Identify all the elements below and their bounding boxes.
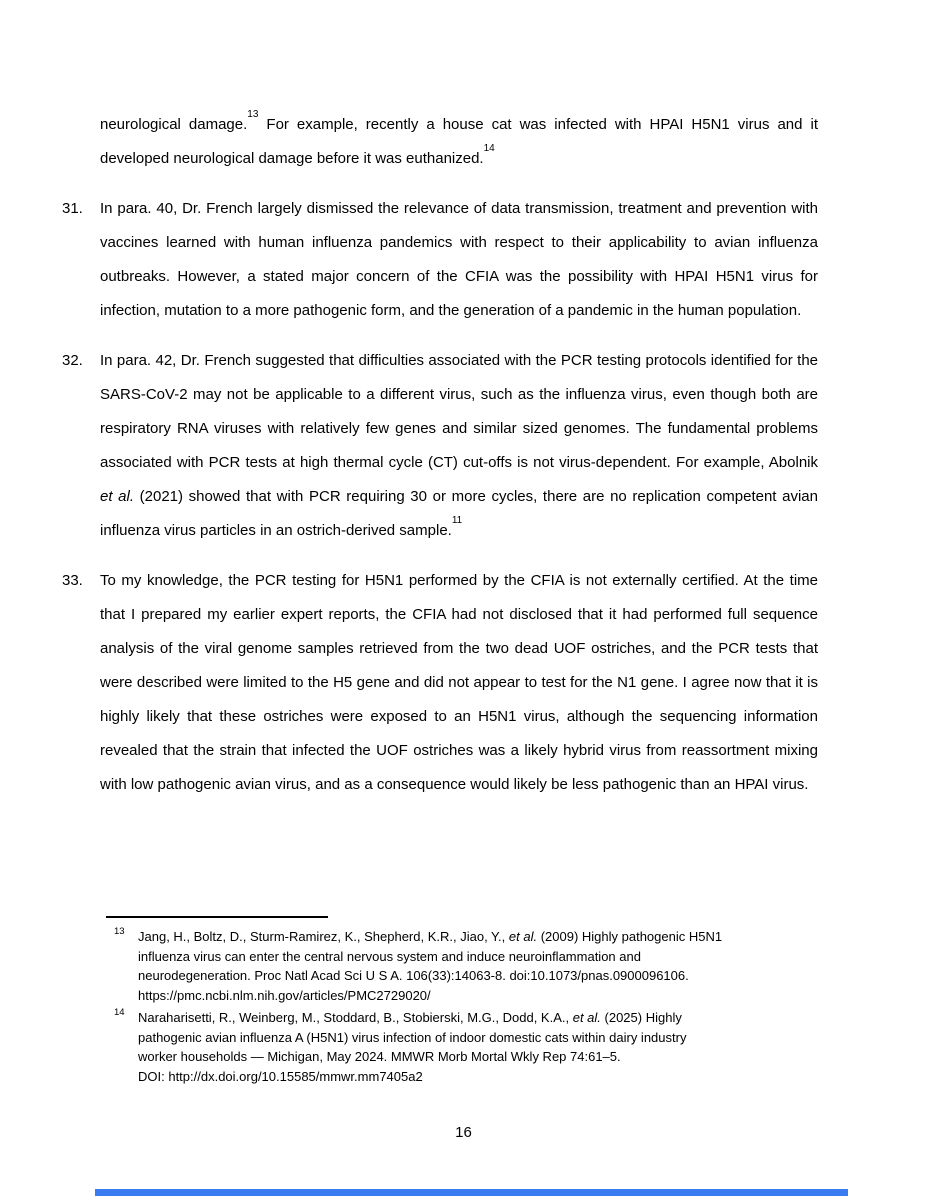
footnote-marker: 14 [114,1007,125,1018]
paragraph-number: 33. [62,572,83,589]
paragraph-number: 32. [62,352,83,369]
numbered-paragraph-33 [62,564,818,802]
latin-phrase: et al. [572,1010,601,1025]
footnote-reference-11: 11 [451,515,463,526]
footnote-line: influenza virus can enter the central nervous system and induce neuroinflammation and [138,948,641,964]
footnote-area [100,916,820,1089]
numbered-paragraph-31 [62,192,818,328]
footnote-reference-14: 14 [483,143,495,154]
footnote-url: https://pmc.ncbi.nlm.nih.gov/articles/PMC2729020/ [138,987,431,1003]
footnote-separator [106,916,328,918]
page-number: 16 [455,1124,472,1141]
document-body [62,108,818,818]
latin-phrase: et al. [100,488,134,505]
paragraph-text: For example, recently a house cat was infected with HPAI H5N1 virus and it developed neurological damage before it was euthanized. [100,116,818,167]
citation-title: (2009) Highly pathogenic H5N1 [537,929,723,944]
footnote-reference-13: 13 [247,109,259,120]
footnote-line [138,1008,820,1028]
footnote-line: pathogenic avian influenza A (H5N1) virus infection of indoor domestic cats within dairy industry [138,1029,687,1045]
numbered-paragraph-32 [62,344,818,548]
paragraph-text [100,344,818,548]
footnote-13 [100,927,820,1005]
footnote-text [138,1008,820,1086]
footnote-line: worker households — Michigan, May 2024. MMWR Morb Mortal Wkly Rep 74:61–5. [138,1049,621,1064]
bottom-blue-bar [95,1189,848,1196]
paragraph-text: In para. 42, Dr. French suggested that difficulties associated with the PCR testing protocols identified for the SARS-CoV-2 may not be applicable to a different virus, such as the influenza virus, even though both are respiratory RNA viruses with relatively few genes and similar sized genomes. The fundamental problems associated with PCR tests at high thermal cycle (CT) cut-offs is not virus-dependent. For example, Abolnik [100,352,818,471]
paragraph-text: To my knowledge, the PCR testing for H5N1 performed by the CFIA is not externally certified. At the time that I prepared my earlier expert reports, the CFIA had not disclosed that it had performed full sequence analysis of the viral genome samples retrieved from the two dead UOF ostriches, and the PCR tests that were described were limited to the H5 gene and did not appear to test for the N1 gene. I agree now that it is highly likely that these ostriches were exposed to an H5N1 virus, although the sequencing information revealed that the strain that infected the UOF ostriches was a likely hybrid virus from reassortment mixing with low pathogenic avian virus, and as a consequence would likely be less pathogenic than an HPAI virus. [100,572,818,793]
footnote-text [138,927,820,1005]
paragraph-text: neurological damage. [100,116,248,133]
paragraph-number: 31. [62,200,83,217]
paragraph-text: (2021) showed that with PCR requiring 30 or more cycles, there are no replication competent avian influenza virus particles in an ostrich-derived sample. [100,488,818,539]
citation-title: (2025) Highly [600,1010,682,1025]
footnote-line [138,927,820,947]
footnote-url: DOI: http://dx.doi.org/10.15585/mmwr.mm7405a2 [138,1068,423,1084]
footnote-line: neurodegeneration. Proc Natl Acad Sci U S A. 106(33):14063-8. doi:10.1073/pnas.0900096106. [138,968,689,983]
paragraph-text: In para. 40, Dr. French largely dismissed the relevance of data transmission, treatment and prevention with vaccines learned with human influenza pandemics with respect to their applicability to avian influenza outbreaks. However, a stated major concern of the CFIA was the possibility with HPAI H5N1 virus for infection, mutation to a more pathogenic form, and the generation of a pandemic in the human population. [100,200,818,319]
footnote-marker: 13 [114,926,125,937]
latin-phrase: et al. [508,929,538,944]
footnote-14 [100,1008,820,1086]
citation-authors: Naraharisetti, R., Weinberg, M., Stoddard, B., Stobierski, M.G., Dodd, K.A., [138,1010,573,1025]
paragraph-continuation [100,108,818,176]
citation-authors: Jang, H., Boltz, D., Sturm-Ramirez, K., Shepherd, K.R., Jiao, Y., [138,929,509,944]
